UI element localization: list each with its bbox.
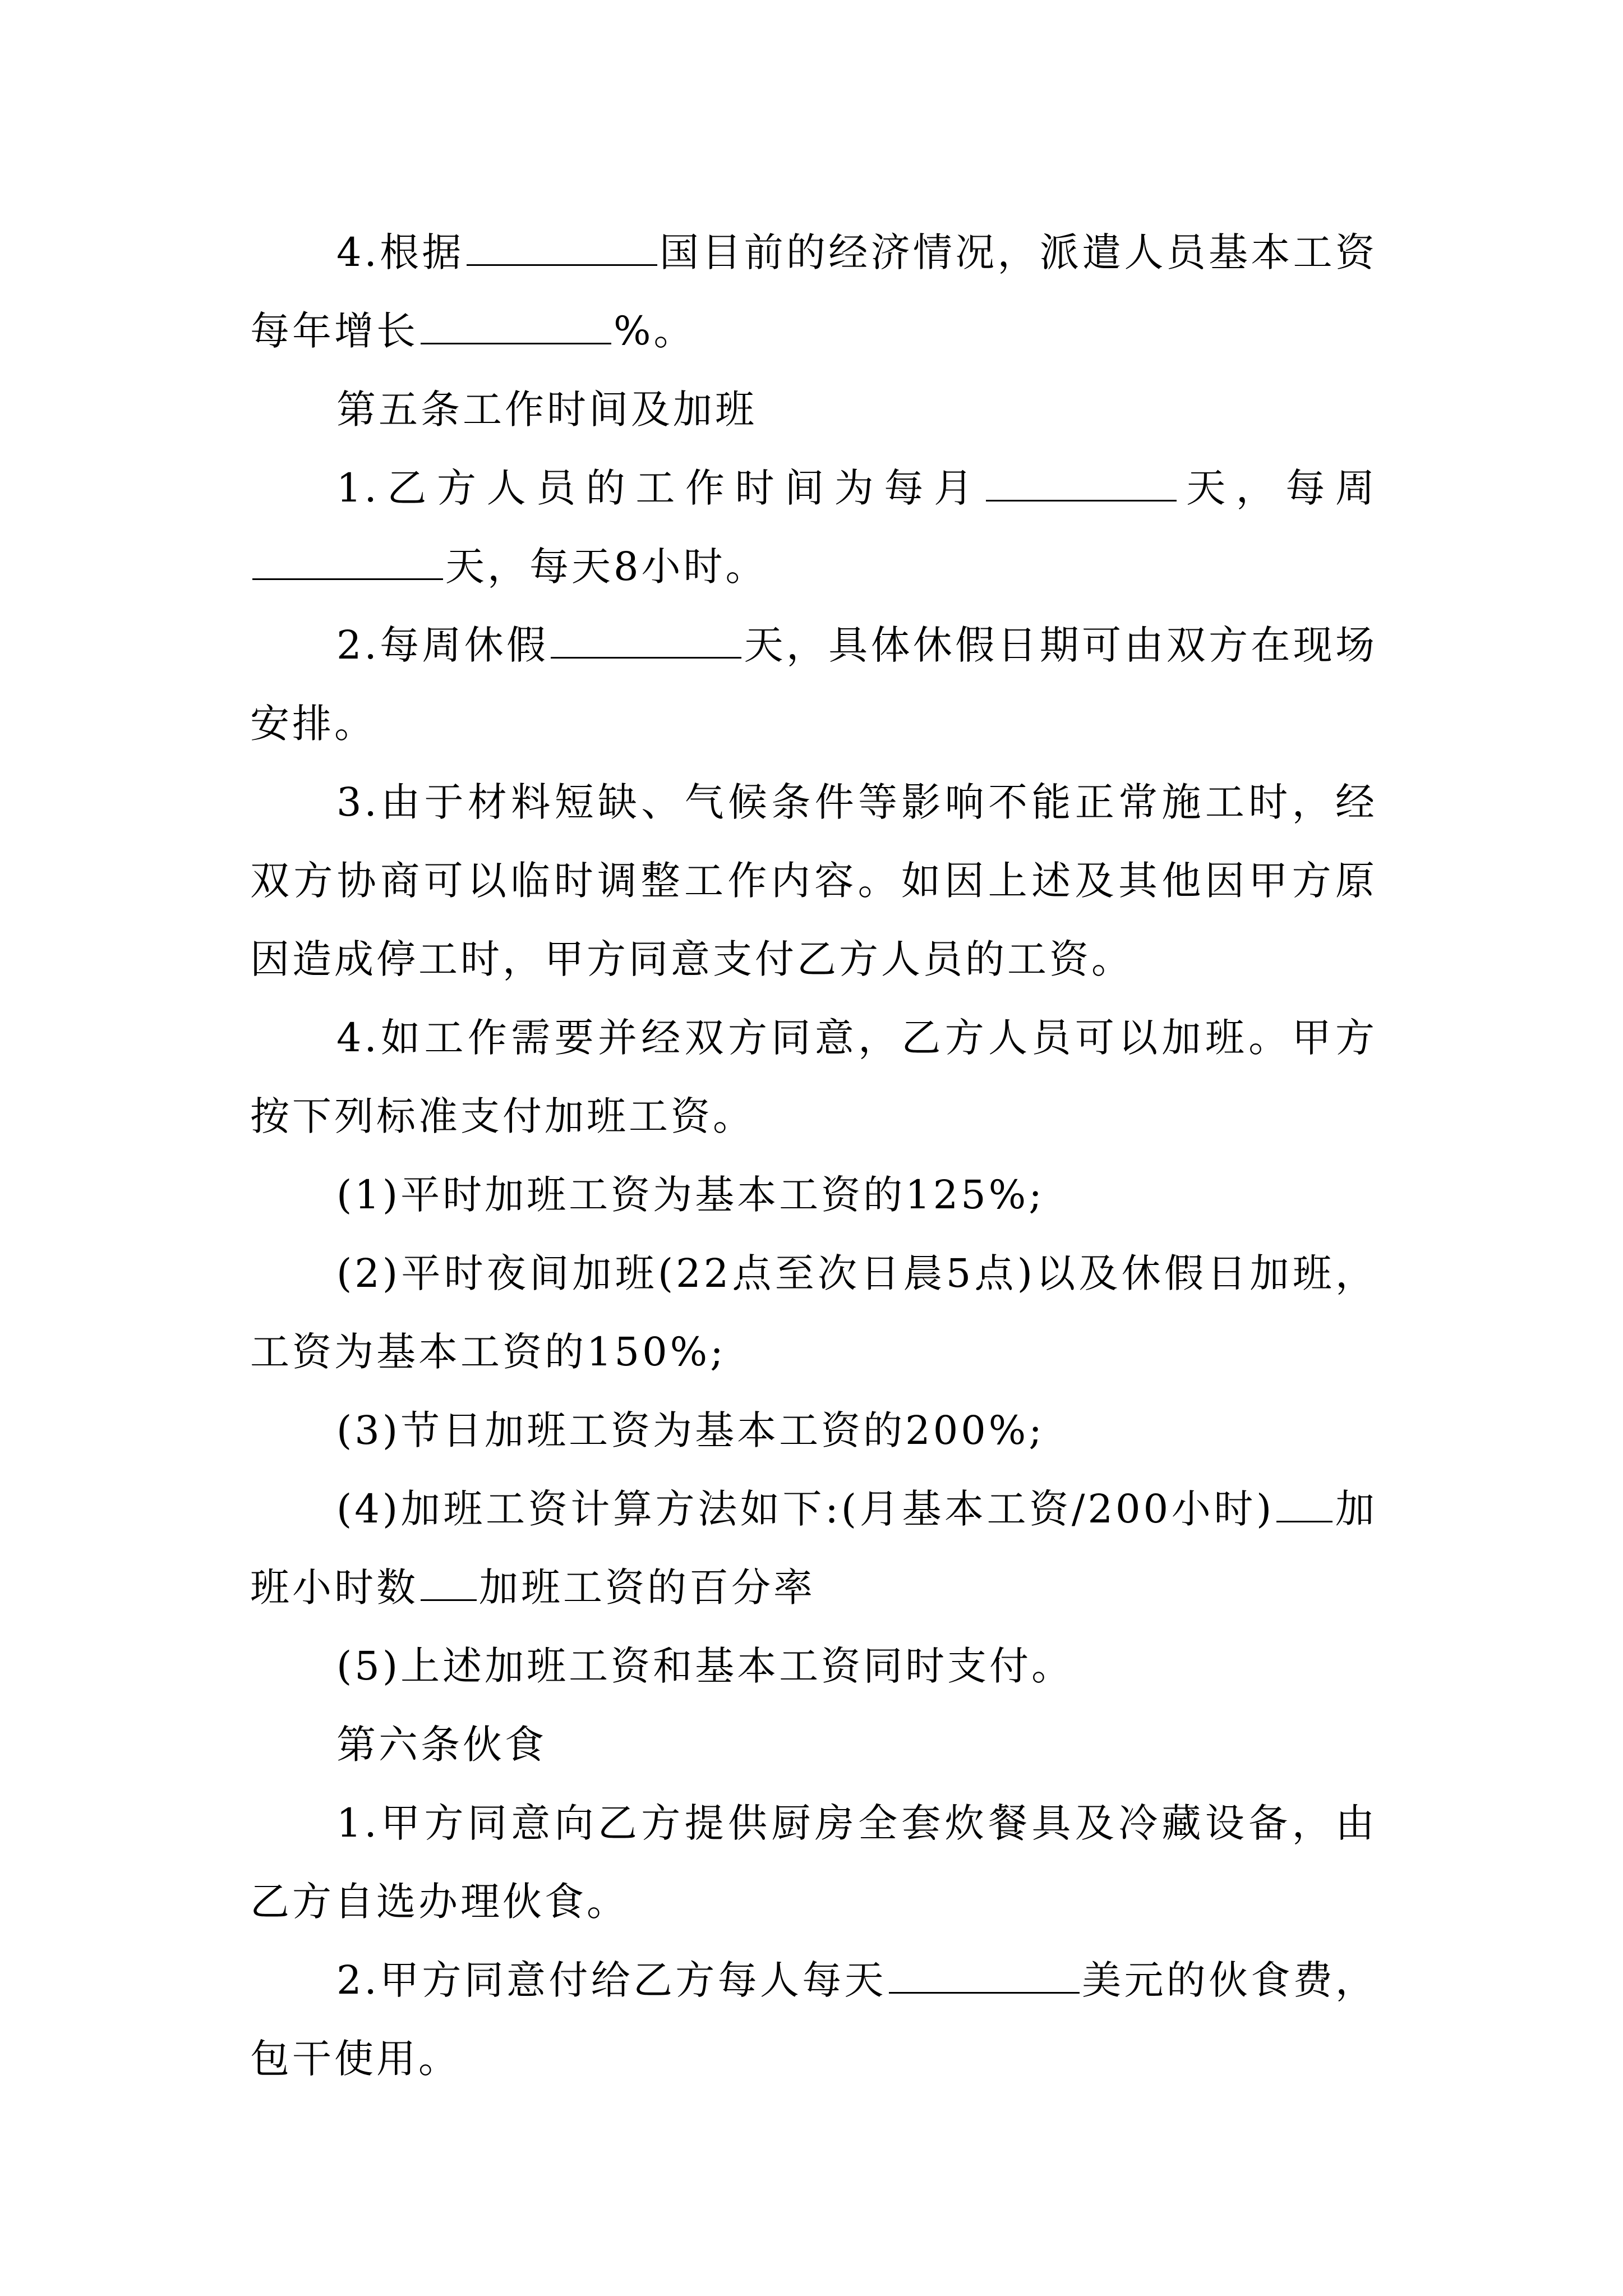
fill-in-blank-operator-2 [421,1565,477,1601]
paragraph-working-hours [250,449,1377,606]
fill-in-blank-leave-days [551,622,741,659]
paragraph-kitchen: 1.甲方同意向乙方提供厨房全套炊餐具及冷藏设备，由乙方自选办理伙食。 [250,1800,1377,1925]
document-body [250,213,1377,2098]
text-segment: 4.根据 [336,229,464,275]
fill-in-blank-country [467,229,657,266]
paragraph-overtime-rule-3: (3)节日加班工资为基本工资的200%; [336,1407,1045,1453]
text-segment: (4)加班工资计算方法如下:(月基本工资/200小时) [336,1486,1275,1532]
section-heading-article-5: 第五条工作时间及加班 [336,386,757,432]
fill-in-blank-days-per-week [252,544,443,580]
paragraph-overtime-rule-5: (5)上述加班工资和基本工资同时支付。 [336,1643,1074,1689]
fill-in-blank-percent [421,308,611,344]
text-segment: 加班工资的百分率 [479,1565,815,1611]
paragraph-wage-growth [250,213,1377,370]
fill-in-blank-days-per-month [986,465,1177,501]
text-segment: 2.每周休假 [336,622,549,668]
text-segment: 2.甲方同意付给乙方每人每天 [336,1957,887,2003]
paragraph-weekly-leave [250,606,1377,763]
text-segment: 加班小时数 [250,1486,1377,1611]
text-segment: %。 [614,308,696,354]
text-segment: 天，每周 [1178,465,1377,511]
paragraph-work-adjustment: 3.由于材料短缺、气候条件等影响不能正常施工时，经双方协商可以临时调整工作内容。如因上述及其他因甲方原因造成停工时，甲方同意支付乙方人员的工资。 [250,779,1377,982]
section-heading-article-6: 第六条伙食 [336,1722,547,1768]
text-segment: 天，每天8小时。 [445,544,768,590]
text-segment: 国目前的经济情况，派遣人员基本工资每年增长 [250,229,1377,354]
fill-in-blank-usd-amount [889,1957,1080,1994]
paragraph-overtime: 4.如工作需要并经双方同意，乙方人员可以加班。甲方按下列标准支付加班工资。 [250,1015,1377,1139]
text-segment: 美元的伙食费，包干使用。 [250,1957,1377,2082]
fill-in-blank-operator-1 [1276,1486,1332,1522]
paragraph-meal-allowance [250,1941,1377,2098]
paragraph-overtime-rule-2: (2)平时夜间加班(22点至次日晨5点)以及休假日加班，工资为基本工资的150%; [250,1250,1377,1375]
text-segment: 天，具体休假日期可由双方在现场安排。 [250,622,1377,747]
text-segment: 1.乙方人员的工作时间为每月 [336,465,984,511]
paragraph-overtime-rule-1: (1)平时加班工资为基本工资的125%; [336,1172,1045,1218]
paragraph-overtime-rule-4 [250,1470,1377,1627]
